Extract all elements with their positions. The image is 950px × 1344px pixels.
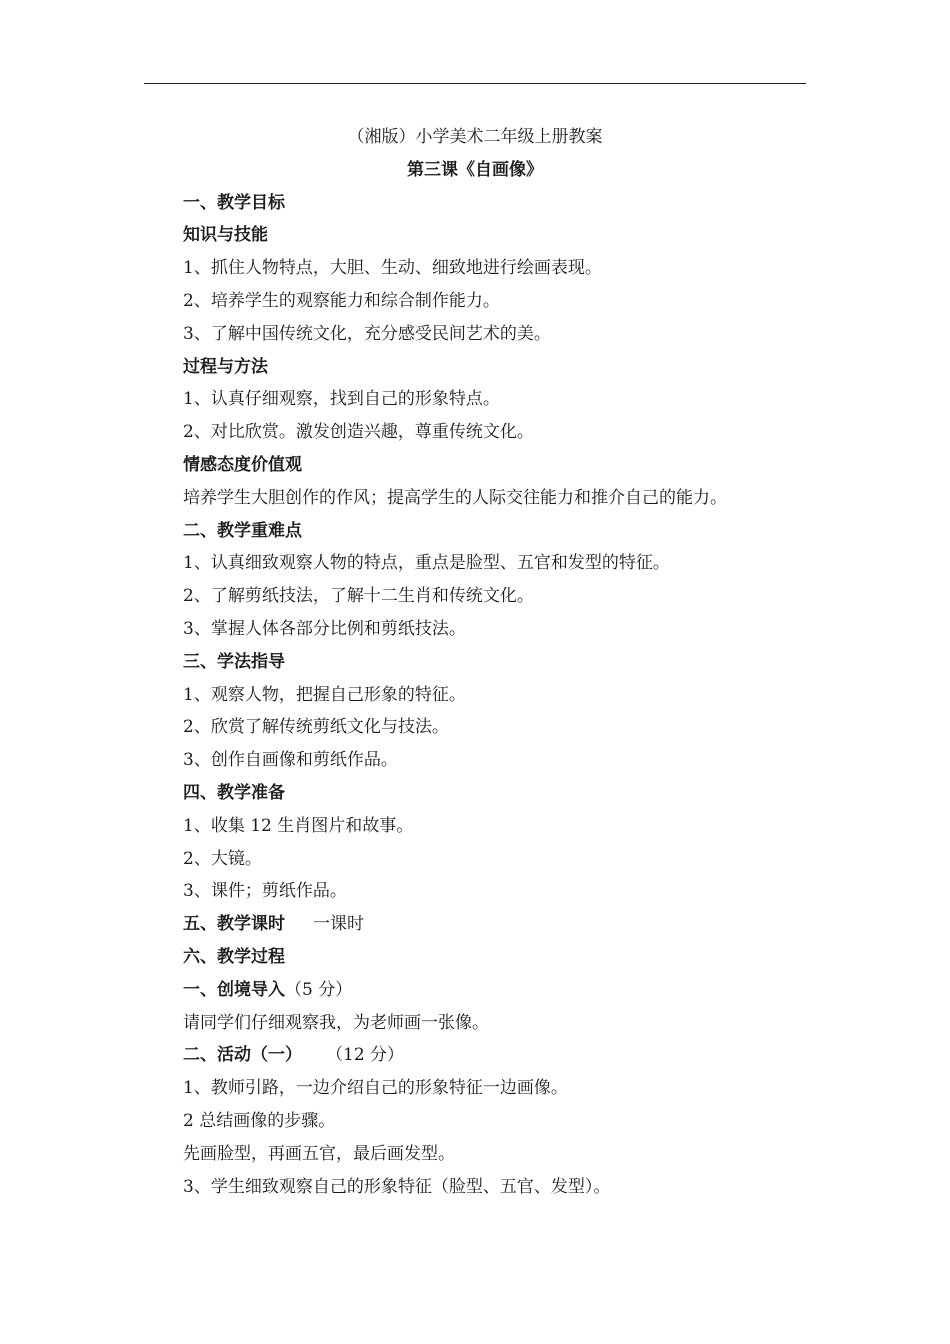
list-item: 2、欣赏了解传统剪纸文化与技法。 — [183, 717, 449, 738]
list-item: 2、大镜。 — [183, 848, 262, 869]
paragraph: 先画脸型，再画五官，最后画发型。 — [183, 1143, 455, 1164]
section-heading: 三、学法指导 — [183, 651, 285, 672]
header-rule — [144, 83, 806, 84]
step-row — [183, 1039, 823, 1072]
list-item: 2、对比欣赏。激发创造兴趣，尊重传统文化。 — [183, 422, 534, 443]
document-body — [183, 121, 823, 1203]
list-item: 2 总结画像的步骤。 — [183, 1110, 336, 1131]
subsection-heading: 情感态度价值观 — [183, 454, 302, 475]
section-heading: 一、教学目标 — [183, 192, 285, 213]
list-item: 1、认真仔细观察，找到自己的形象特点。 — [183, 389, 500, 410]
step-heading: 二、活动（一） — [183, 1045, 302, 1066]
list-item: 1、观察人物，把握自己形象的特征。 — [183, 684, 466, 705]
section-heading: 六、教学过程 — [183, 946, 285, 967]
list-item: 1、教师引路，一边介绍自己的形象特征一边画像。 — [183, 1078, 568, 1099]
section-row — [183, 908, 823, 941]
list-item: 1、抓住人物特点，大胆、生动、细致地进行绘画表现。 — [183, 258, 602, 279]
document-title: 第三课《自画像》 — [407, 159, 543, 180]
step-row — [183, 974, 823, 1007]
section-value: 一课时 — [313, 914, 364, 935]
list-item: 3、创作自画像和剪纸作品。 — [183, 750, 398, 771]
paragraph: 培养学生大胆创作的作风；提高学生的人际交往能力和推介自己的能力。 — [183, 487, 727, 508]
list-item: 2、培养学生的观察能力和综合制作能力。 — [183, 290, 500, 311]
step-heading: 一、创境导入 — [183, 979, 285, 1000]
paragraph: 请同学们仔细观察我，为老师画一张像。 — [183, 1012, 489, 1033]
list-item: 3、课件；剪纸作品。 — [183, 881, 347, 902]
document-subtitle: （湘版）小学美术二年级上册教案 — [347, 127, 603, 147]
step-time: （12 分） — [326, 1045, 405, 1066]
subsection-heading: 知识与技能 — [183, 225, 268, 246]
list-item: 3、了解中国传统文化，充分感受民间艺术的美。 — [183, 323, 551, 344]
list-item: 1、收集 12 生肖图片和故事。 — [183, 815, 414, 836]
list-item: 3、学生细致观察自己的形象特征（脸型、五官、发型）。 — [183, 1176, 611, 1197]
section-heading: 四、教学准备 — [183, 782, 285, 803]
section-heading: 二、教学重难点 — [183, 520, 302, 541]
subsection-heading: 过程与方法 — [183, 356, 268, 377]
list-item: 1、认真细致观察人物的特点，重点是脸型、五官和发型的特征。 — [183, 553, 670, 574]
list-item: 3、掌握人体各部分比例和剪纸技法。 — [183, 618, 466, 639]
section-heading: 五、教学课时 — [183, 914, 285, 935]
list-item: 2、了解剪纸技法，了解十二生肖和传统文化。 — [183, 586, 534, 607]
step-time: （5 分） — [285, 979, 353, 1000]
